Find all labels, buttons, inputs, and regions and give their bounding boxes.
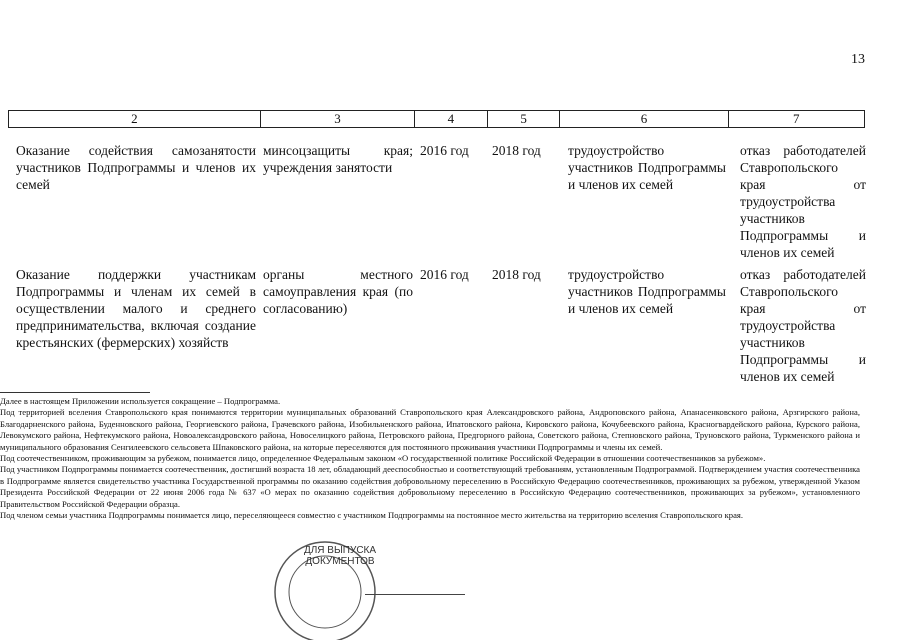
footnote-divider: [0, 392, 150, 393]
cell-result: трудоустройство участников Подпрограммы и членов их семей: [568, 267, 726, 316]
footnote-2: Под территорией вселения Ставропольского края понимаются территории муниципальных образований Ставропольского края Александровского района, Андроповского района, Апанасенковского района, Арзгирского района, Благодарненского района, Буденновского района, Георгиевского района, Грачевского района, Изобильненского района, Ипатовского района, Кировского района, Кочубеевского района, Красногвардейского района, Курского района, Левокумского района, Нефтекумского района, Новоалександровского района, Новоселицкого района, Петровского района, Предгорного района, Советского района, Степновского района, Труновского района, Туркменского района и муниципального образования Сенгилеевского сельсовета Шпаковского района, на которые переселяются для постоянного проживания участники Подпрограммы и члены их семей.: [0, 407, 860, 452]
signature-line: [365, 594, 465, 595]
footnotes: [0, 396, 860, 521]
header-col-7: 7: [793, 111, 800, 126]
cell-risk: отказ работодателей Ставропольского края от трудоустройства участников Подпрограммы и членов их семей: [740, 267, 866, 384]
footnote-4: Под участником Подпрограммы понимается соотечественник, достигший возраста 18 лет, обладающий дееспособностью и соответствующий требованиям, установленным Подпрограммой. Подтверждением участия соотечественника в Подпрограмме является свидетельство участника Государственной программы по оказанию содействия добровольному переселению в Российскую Федерацию соотечественников, проживающих за рубежом, утвержденной Указом Президента Российской Федерации от 22 июня 2006 года № 637 «О мерах по оказанию содействия добровольному переселению в Российскую Федерацию соотечественников, проживающих за рубежом», установленного Правительством Российской Федерации образца.: [0, 464, 860, 509]
header-col-3: 3: [261, 111, 415, 127]
cell-executor: органы местного самоуправления края (по согласованию): [263, 267, 413, 316]
seal-stamp: [250, 520, 400, 640]
cell-start: 2016 год: [420, 143, 469, 158]
footnote-1: Далее в настоящем Приложении используется сокращение – Подпрограмма.: [0, 396, 281, 406]
cell-measure: Оказание поддержки участникам Подпрограммы и членам их семей в осуществлении малого и среднего предпринимательства, включая создание крестьянских (фермерских) хозяйств: [16, 267, 256, 350]
header-col-4: 4: [415, 111, 488, 127]
cell-executor: минсоцзащиты края; учреждения занятости: [263, 143, 413, 175]
cell-end: 2018 год: [492, 143, 541, 158]
header-col-6: 6: [560, 111, 728, 127]
page-number: 13: [851, 52, 865, 67]
cell-risk: отказ работодателей Ставропольского края от трудоустройства участников Подпрограммы и членов их семей: [740, 143, 866, 260]
cell-measure: Оказание содействия самозанятости участников Подпрограммы и членов их семей: [16, 143, 256, 192]
stamp-text: ДЛЯ ВЫПУСКА ДОКУМЕНТОВ: [303, 545, 377, 567]
cell-result: трудоустройство участников Подпрограммы и членов их семей: [568, 143, 726, 192]
cell-start: 2016 год: [420, 267, 469, 282]
cell-end: 2018 год: [492, 267, 541, 282]
table-header: [8, 110, 865, 128]
header-col-5: 5: [488, 111, 561, 127]
footnote-3: Под соотечественником, проживающим за рубежом, понимается лицо, определенное Федеральным законом «О государственной политике Российской Федерации в отношении соотечественников за рубежом».: [0, 453, 766, 464]
footnote-5: Под членом семьи участника Подпрограммы понимается лицо, переселяющееся совместно с участником Подпрограммы на постоянное место жительства на территорию вселения Ставропольского края.: [0, 510, 744, 521]
header-col-2: 2: [9, 111, 261, 127]
